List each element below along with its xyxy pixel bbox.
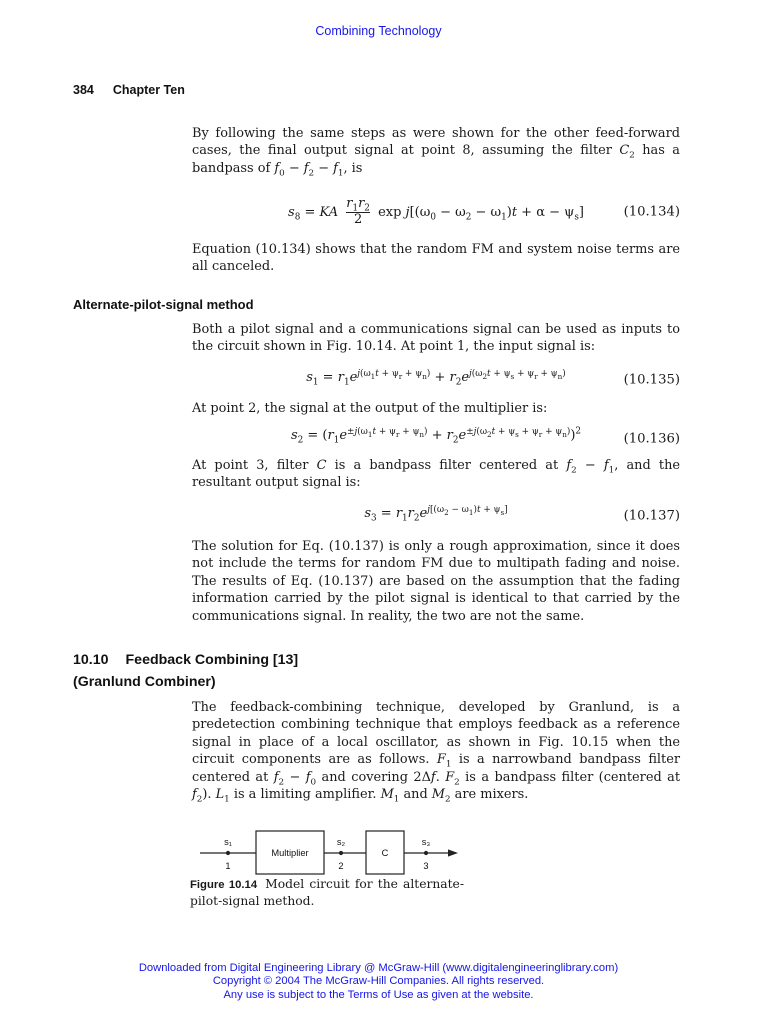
section-number: 10.10 [73, 652, 109, 668]
footer-line-3: Any use is subject to the Terms of Use as given at the website. [223, 988, 534, 1001]
section-heading-line1 [73, 650, 298, 672]
figure-caption-label: Figure 10.14 [190, 879, 258, 891]
feedback-paragraph: The feedback-combining technique, developed by Granlund, is a predetection combining technique that employs feedback as a reference signal in place of a local oscillator, as shown in Fig. 10.15 when the circuit components are as follows. $F_1$ is a narrowband bandpass filter centered at $f_2 - f_0$ and covering 2Δf. $F_2$ is a bandpass filter (centered at $f_2$). $L_1$ is a limiting amplifier. $M_1$ and $M_2$ are mixers. [192, 700, 681, 805]
running-header: Combining Technology [315, 24, 442, 38]
point3-paragraph: At point 3, filter C is a bandpass filter centered at $f_2 - f_1$, and the resultant output signal is: [192, 458, 681, 491]
section-title: Feedback Combining [13] [125, 652, 299, 668]
point-label-2: 2 [338, 861, 344, 871]
page-number: 384 [73, 83, 94, 97]
footer-line-2: Copyright © 2004 The McGraw-Hill Companies. All rights reserved. [212, 975, 545, 988]
figure-caption [190, 877, 464, 910]
solution-paragraph: The solution for Eq. (10.137) is only a rough approximation, since it does not include the terms for random FM due to multipath fading and noise. The results of Eq. (10.137) are based on the assumption that the fading information carried by the pilot signal is identical to that carried by the communications signal. In reality, the two are not the same. [192, 539, 680, 624]
footer-line-1: Downloaded from Digital Engineering Library @ McGraw-Hill (www.digitalengineeringlibrary.com) [138, 962, 619, 974]
arrowhead-icon [448, 849, 458, 856]
filter-c-box-label: C [381, 848, 389, 858]
chapter-title: Chapter Ten [112, 83, 185, 97]
equation-10-137 [192, 506, 680, 526]
figure-10-14-diagram [194, 826, 462, 880]
equation-number: (10.137) [623, 508, 680, 524]
signal-label-s2: s₂ [336, 837, 346, 847]
section-10-10-heading [73, 650, 298, 693]
equation-number: (10.135) [623, 372, 680, 388]
figure-caption-text: Model circuit for the alternate-pilot-signal method. [190, 877, 464, 908]
intro-paragraph: By following the same steps as were shown for the other feed-forward cases, the final output signal at point 8, assuming the filter $C_2$ has a bandpass of $f_0 - f_2 - f_1$, is [192, 126, 680, 179]
node-dot-3 [424, 851, 428, 855]
equation-body: $s_1 = r_1e^{j(\omega_1t + \psi_r + \psi_n)} + r_2e^{j(\omega_2t + \psi_s + \psi_r + \psi_n)}$ [306, 368, 566, 388]
node-dot-1 [226, 851, 230, 855]
equation-10-136 [192, 428, 680, 450]
signal-label-s3: s₃ [421, 837, 431, 847]
equation-body: $s_3 = r_1r_2e^{j[(\omega_2 - \omega_1)t + \psi_s]}$ [364, 504, 508, 524]
section-subtitle: (Granlund Combiner) [73, 673, 216, 690]
alt-method-heading: Alternate-pilot-signal method [73, 297, 254, 312]
signal-label-s1: s₁ [224, 837, 232, 847]
node-dot-2 [339, 851, 343, 855]
equation-number: (10.134) [623, 204, 680, 220]
equation-body: $s_8$ = KA $\frac{r_1r_2}{2}$ $\exp j[(\omega_0 - \omega_2 - \omega_1)t + \alpha - \psi_s]$ [288, 195, 584, 227]
equation-10-135 [192, 370, 680, 390]
equation-body: $s_2 = (r_1e^{\pm j(\omega_1t + \psi_r + \psi_n)} + r_2e^{\pm j(\omega_2t + \psi_s + \psi_r + \psi_n)})^2$ [290, 426, 582, 446]
after-eq134-paragraph: Equation (10.134) shows that the random FM and system noise terms are all canceled. [192, 242, 680, 275]
equation-10-134 [192, 192, 680, 232]
folio-line [73, 83, 185, 97]
point-label-1: 1 [225, 861, 231, 871]
multiplier-box-label: Multiplier [271, 848, 309, 858]
download-footer [0, 962, 757, 1002]
point2-paragraph: At point 2, the signal at the output of the multiplier is: [192, 401, 548, 416]
alt-intro-paragraph: Both a pilot signal and a communications signal can be used as inputs to the circuit shown in Fig. 10.14. At point 1, the input signal is: [192, 322, 680, 355]
point-label-3: 3 [423, 861, 429, 871]
fraction: $\frac{r_1r_2}{2}$ [346, 195, 370, 227]
equation-number: (10.136) [623, 431, 680, 447]
